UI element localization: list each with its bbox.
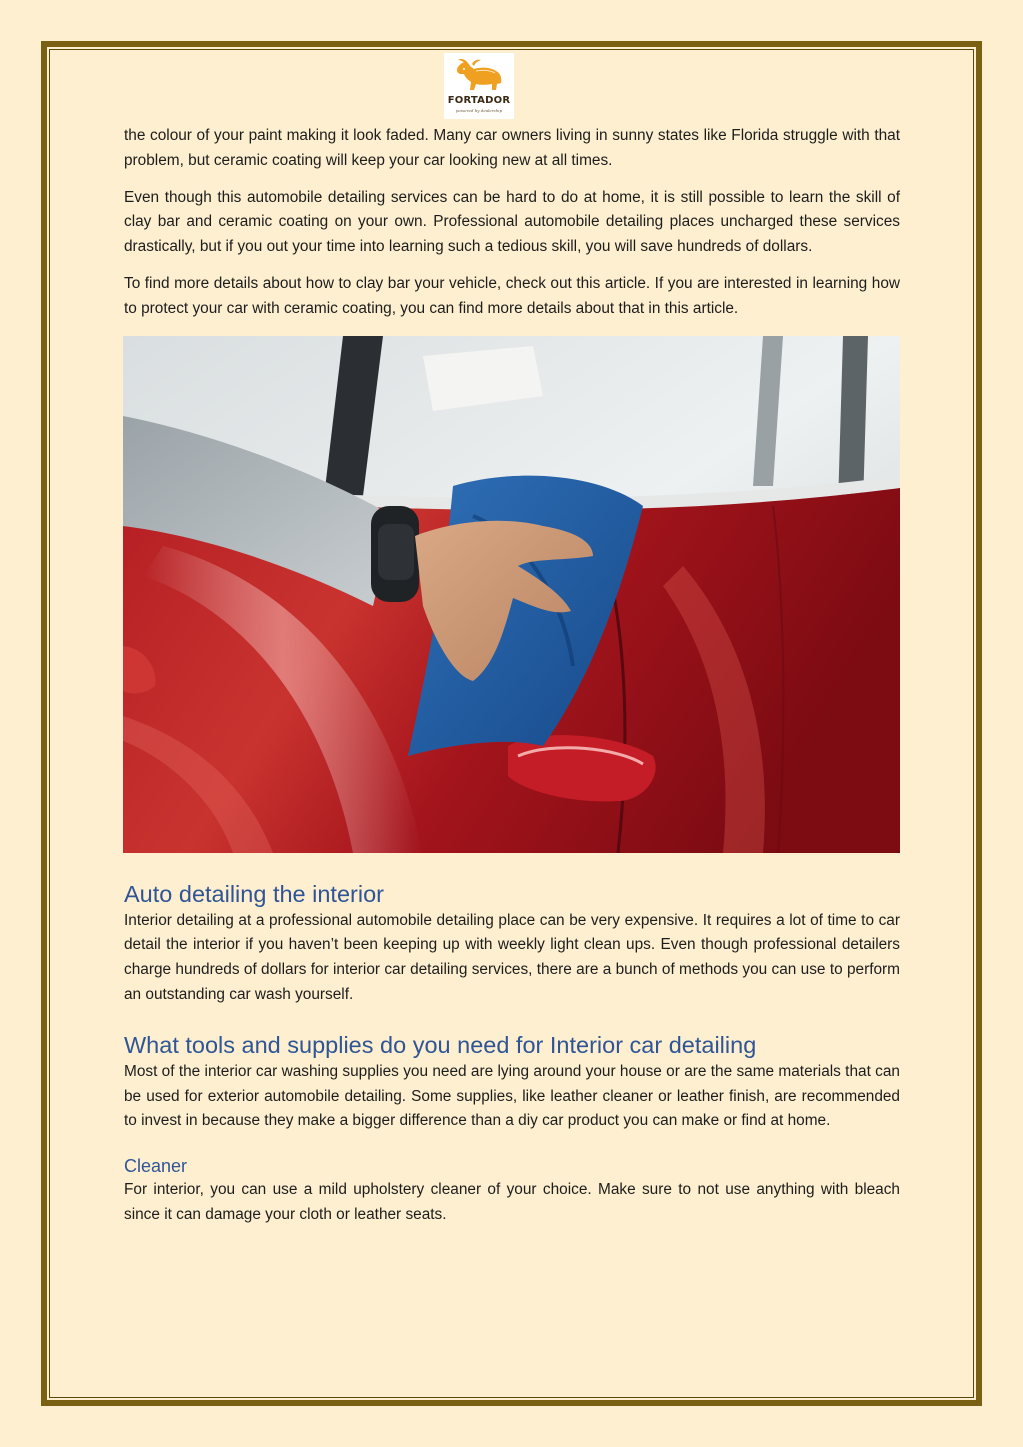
logo-brand-name: FORTADOR bbox=[447, 95, 511, 106]
heading-cleaner: Cleaner bbox=[124, 1156, 188, 1177]
bull-icon bbox=[452, 57, 506, 95]
intro-paragraph-2: Even though this automobile detailing services can be hard to do at home, it is still possible to learn the skill of clay bar and ceramic coating on your own. Professional automobile detailing places uncharged these services drastically, but if you out your time into learning such a tedious skill, you will save hundreds of dollars. bbox=[124, 188, 900, 256]
interior-paragraph: Interior detailing at a professional automobile detailing place can be very expensive. It requires a lot of time to car detail the interior if you haven’t been keeping up with weekly light clean ups. Even though professional detailers charge hundreds of dollars for interior car detailing services, there are a bunch of methods you can use to perform an outstanding car wash yourself. bbox=[124, 911, 900, 1003]
intro-paragraph-1: the colour of your paint making it look faded. Many car owners living in sunny states like Florida struggle with that problem, but ceramic coating will keep your car looking new at all times. bbox=[124, 127, 900, 169]
car-detailing-photo bbox=[123, 336, 900, 853]
intro-paragraph-3: To find more details about how to clay bar your vehicle, check out this article. If you are interested in learning how to protect your car with ceramic coating, you can find more details about that in this article. bbox=[124, 274, 900, 317]
tools-paragraph: Most of the interior car washing supplies you need are lying around your house or are the same materials that can be used for exterior automobile detailing. Some supplies, like leather cleaner or leather finish, are recommended to invest in because they make a bigger difference than a diy car product you can make or find at home. bbox=[124, 1062, 900, 1130]
cleaner-paragraph: For interior, you can use a mild upholstery cleaner of your choice. Make sure to not use anything with bleach since it can damage your cloth or leather seats. bbox=[124, 1181, 900, 1223]
fortador-logo bbox=[444, 53, 514, 119]
article-content bbox=[124, 124, 900, 1240]
logo-tagline: powered by dealership bbox=[455, 108, 503, 113]
heading-tools-and-supplies: What tools and supplies do you need for Interior car detailing bbox=[124, 1031, 757, 1058]
heading-auto-detailing-interior: Auto detailing the interior bbox=[124, 880, 384, 907]
